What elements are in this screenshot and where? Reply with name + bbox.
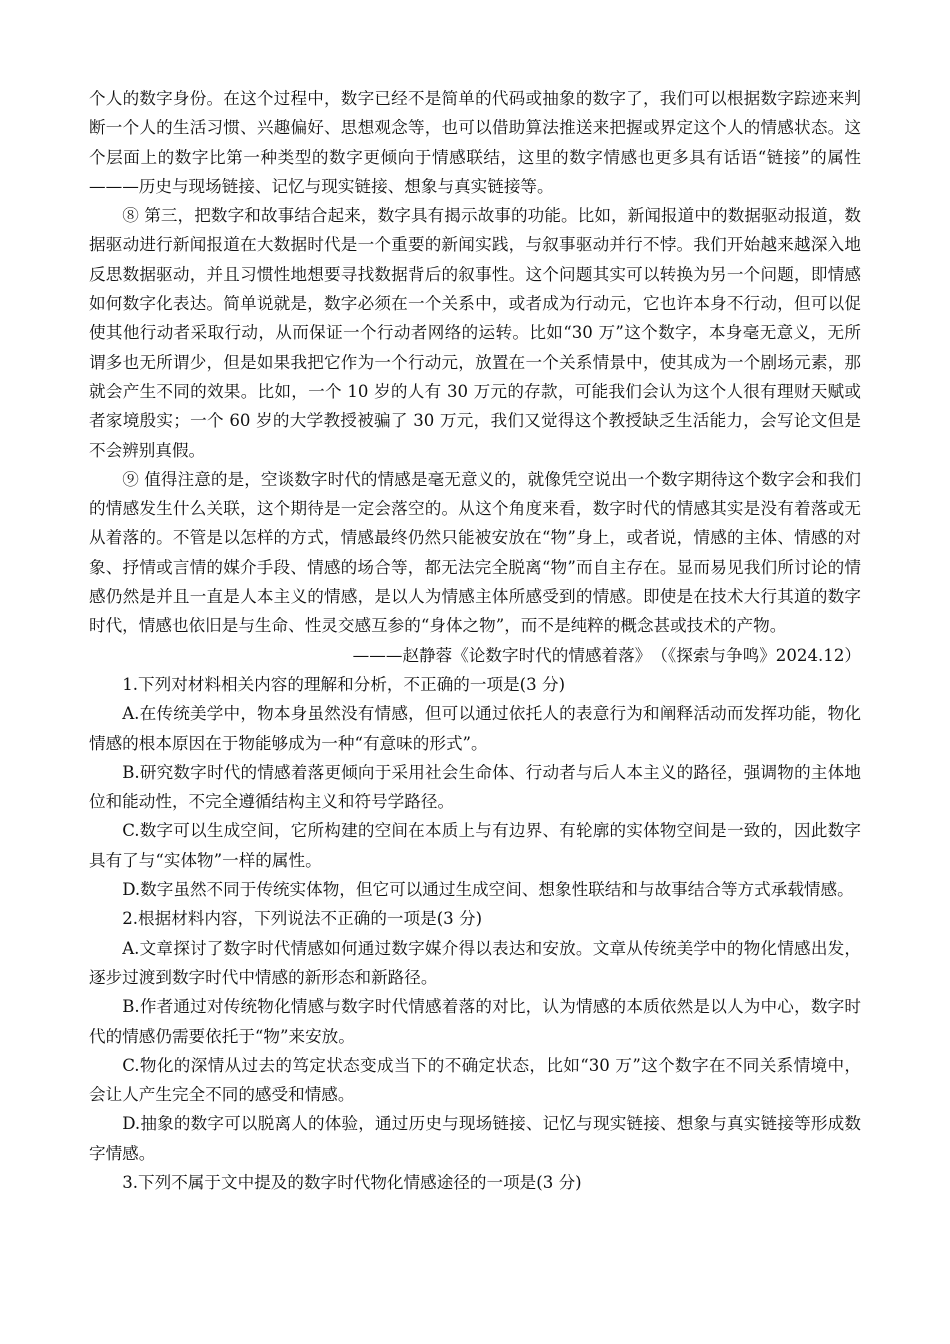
question-2-option-a: A.文章探讨了数字时代情感如何通过数字媒介得以表达和安放。文章从传统美学中的物化情感出发，逐步过渡到数字时代中情感的新形态和新路径。 [89, 938, 861, 987]
question-2-stem: 2.根据材料内容，下列说法不正确的一项是(3 分) [122, 909, 483, 929]
question-1-option-c: C.数字可以生成空间，它所构建的空间在本质上与有边界、有轮廓的实体物空间是一致的，因此数字具有了与“实体物”一样的属性。 [89, 821, 861, 870]
question-3-stem: 3.下列不属于文中提及的数字时代物化情感途径的一项是(3 分) [122, 1172, 582, 1192]
paragraph-8: ⑧ 第三，把数字和故事结合起来，数字具有揭示故事的功能。比如，新闻报道中的数据驱动报道，数据驱动进行新闻报道在大数据时代是一个重要的新闻实践，与叙事驱动并行不悖。我们开始越来越深入地反思数据驱动，并且习惯性地想要寻找数据背后的叙事性。这个问题其实可以转换为另一个问题，即情感如何数字化表达。简单说就是，数字必须在一个关系中，或者成为行动元，它也许本身不行动，但可以促使其他行动者采取行动，从而保证一个行动者网络的运转。比如“30 万”这个数字，本身毫无意义，无所谓多也无所谓少，但是如果我把它作为一个行动元，放置在一个关系情景中，使其成为一个剧场元素，那就会产生不同的效果。比如，一个 10 岁的人有 30 万元的存款，可能我们会认为这个人很有理财天赋或者家境殷实；一个 60 岁的大学教授被骗了 30 万元，我们又觉得这个教授缺乏生活能力，会写论文但是不会辨别真假。 [89, 206, 861, 460]
article-body [89, 84, 861, 1197]
question-2-option-b: B.作者通过对传统物化情感与数字时代情感着落的对比，认为情感的本质依然是以人为中心，数字时代的情感仍需要依托于“物”来安放。 [89, 997, 861, 1046]
question-2-option-c: C.物化的深情从过去的笃定状态变成当下的不确定状态，比如“30 万”这个数字在不同关系情境中，会让人产生完全不同的感受和情感。 [89, 1055, 861, 1105]
question-1-option-d: D.数字虽然不同于传统实体物，但它可以通过生成空间、想象性联结和与故事结合等方式承载情感。 [122, 880, 854, 900]
source-attribution: ———赵静蓉《论数字时代的情感着落》 （《探索与争鸣》2024.12） [352, 645, 861, 665]
question-1-option-b: B.研究数字时代的情感着落更倾向于采用社会生命体、行动者与后人本主义的路径，强调物的主体地位和能动性，不完全遵循结构主义和符号学路径。 [89, 762, 861, 812]
question-2-option-d: D.抽象的数字可以脱离人的体验，通过历史与现场链接、记忆与现实链接、想象与真实链接等形成数字情感。 [89, 1114, 861, 1163]
paragraph-9: ⑨ 值得注意的是，空谈数字时代的情感是毫无意义的，就像凭空说出一个数字期待这个数字会和我们的情感发生什么关联，这个期待是一定会落空的。从这个角度来看，数字时代的情感其实是没有着落或无从着落的。不管是以怎样的方式，情感最终仍然只能被安放在“物”身上，或者说，情感的主体、情感的对象、抒情或言情的媒介手段、情感的场合等，都无法完全脱离“物”而自主存在。显而易见我们所讨论的情感仍然是并且一直是人本主义的情感，是以人为情感主体所感受到的情感。即使是在技术大行其道的数字时代，情感也依旧是与生命、性灵交感互参的“身体之物”，而不是纯粹的概念甚或技术的产物。 [89, 469, 861, 636]
question-1-stem: 1.下列对材料相关内容的理解和分析，不正确的一项是(3 分) [122, 674, 566, 694]
question-1-option-a: A.在传统美学中，物本身虽然没有情感，但可以通过依托人的表意行为和阐释活动而发挥功能，物化情感的根本原因在于物能够成为一种“有意味的形式”。 [89, 704, 861, 753]
paragraph-continued: 个人的数字身份。在这个过程中，数字已经不是简单的代码或抽象的数字了，我们可以根据数字踪迹来判断一个人的生活习惯、兴趣偏好、思想观念等，也可以借助算法推送来把握或界定这个人的情感状态。这个层面上的数字比第一种类型的数字更倾向于情感联结，这里的数字情感也更多具有话语“链接”的属性———历史与现场链接、记忆与现实链接、想象与真实链接等。 [89, 89, 861, 196]
